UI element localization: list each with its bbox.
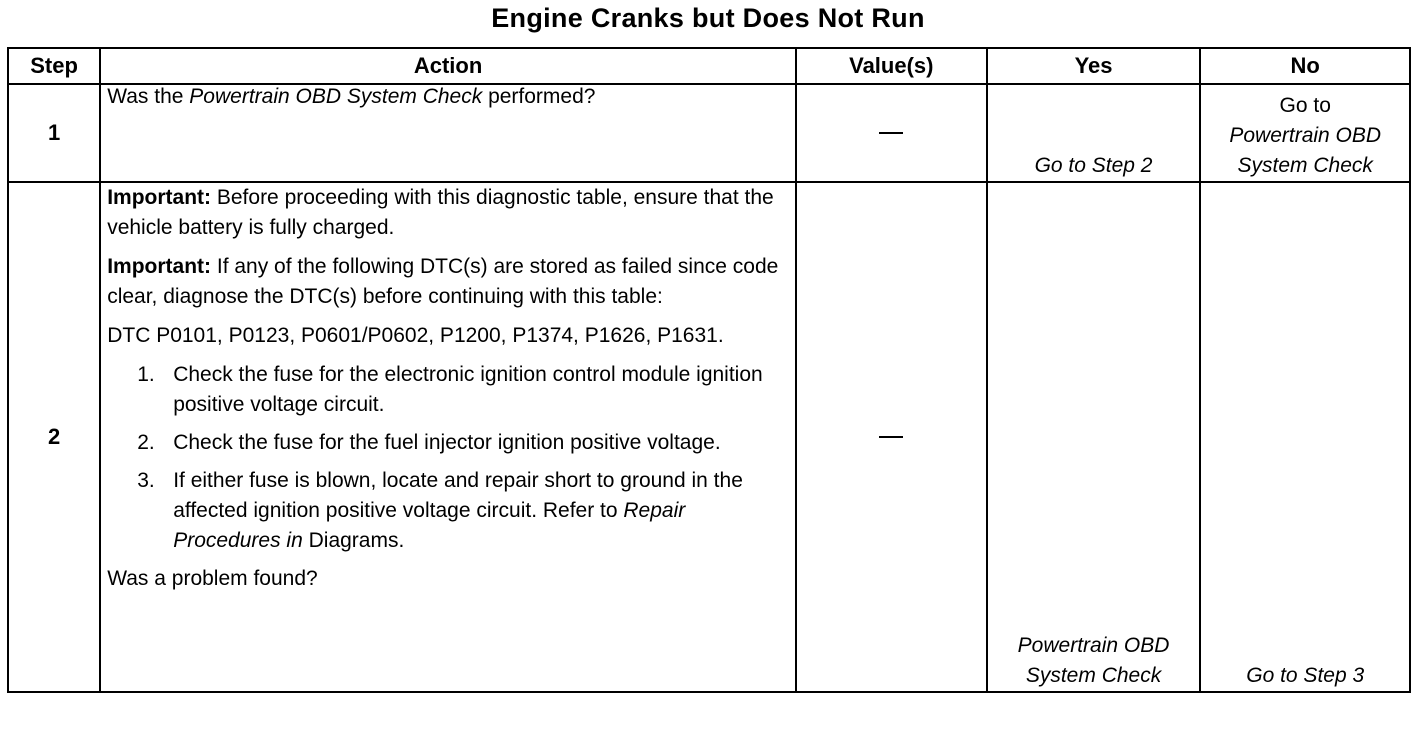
action-italic-text: Powertrain OBD System Check xyxy=(189,85,483,108)
procedure-list xyxy=(107,360,789,556)
yes-text: System Check xyxy=(1025,664,1162,687)
list-item-text: Check the fuse for the electronic ignition control module ignition positive voltage circuit. xyxy=(173,363,763,416)
important-label: Important: xyxy=(107,186,212,209)
no-text: Go to xyxy=(1279,94,1331,117)
list-item-text: Diagrams. xyxy=(302,529,405,552)
list-item xyxy=(107,466,789,556)
important-label: Important: xyxy=(107,255,212,278)
header-action: Action xyxy=(100,48,796,84)
yes-cell: Go to Step 2 xyxy=(987,84,1201,182)
header-values: Value(s) xyxy=(796,48,987,84)
list-item-number: 1. xyxy=(137,363,155,386)
no-text: Powertrain OBD xyxy=(1229,124,1382,147)
step-number: 2 xyxy=(8,182,100,692)
yes-text: Powertrain OBD xyxy=(1017,634,1170,657)
no-cell: Go to Step 3 xyxy=(1200,182,1410,692)
table-row xyxy=(8,182,1410,692)
header-yes: Yes xyxy=(987,48,1201,84)
dtc-list: DTC P0101, P0123, P0601/P0602, P1200, P1374, P1626, P1631. xyxy=(107,324,724,347)
list-item-text: If either fuse is blown, locate and repair short to ground in the affected ignition positive voltage circuit. Refer to xyxy=(173,469,743,522)
no-text: System Check xyxy=(1237,154,1373,177)
diagnostic-table xyxy=(7,47,1411,693)
important-note xyxy=(107,183,789,243)
table-row xyxy=(8,84,1410,182)
no-cell xyxy=(1200,84,1410,182)
important-text: Before proceeding with this diagnostic table, ensure that the vehicle battery is fully charged. xyxy=(107,186,774,239)
page-title: Engine Cranks but Does Not Run xyxy=(491,3,925,33)
value-dash xyxy=(879,132,903,134)
step-number: 1 xyxy=(8,84,100,182)
important-note xyxy=(107,252,789,312)
header-step: Step xyxy=(8,48,100,84)
action-cell xyxy=(100,182,796,692)
list-item-number: 2. xyxy=(137,431,155,454)
yes-cell xyxy=(987,182,1201,692)
value-dash xyxy=(879,436,903,438)
action-cell xyxy=(100,84,796,182)
list-item xyxy=(107,428,789,458)
action-text: performed? xyxy=(482,85,596,108)
list-item-number: 3. xyxy=(137,469,155,492)
list-item xyxy=(107,360,789,420)
value-cell xyxy=(796,84,987,182)
important-text: If any of the following DTC(s) are stored as failed since code clear, diagnose the DTC(s) before continuing with this table: xyxy=(107,255,779,308)
list-item-text: Check the fuse for the fuel injector ignition positive voltage. xyxy=(173,431,721,454)
value-cell xyxy=(796,182,987,692)
question-text: Was a problem found? xyxy=(107,567,318,590)
action-text: Was the xyxy=(107,85,190,108)
header-no: No xyxy=(1200,48,1410,84)
list-item-italic-text: Repair Procedures in xyxy=(173,499,686,552)
header-row xyxy=(8,48,1410,84)
